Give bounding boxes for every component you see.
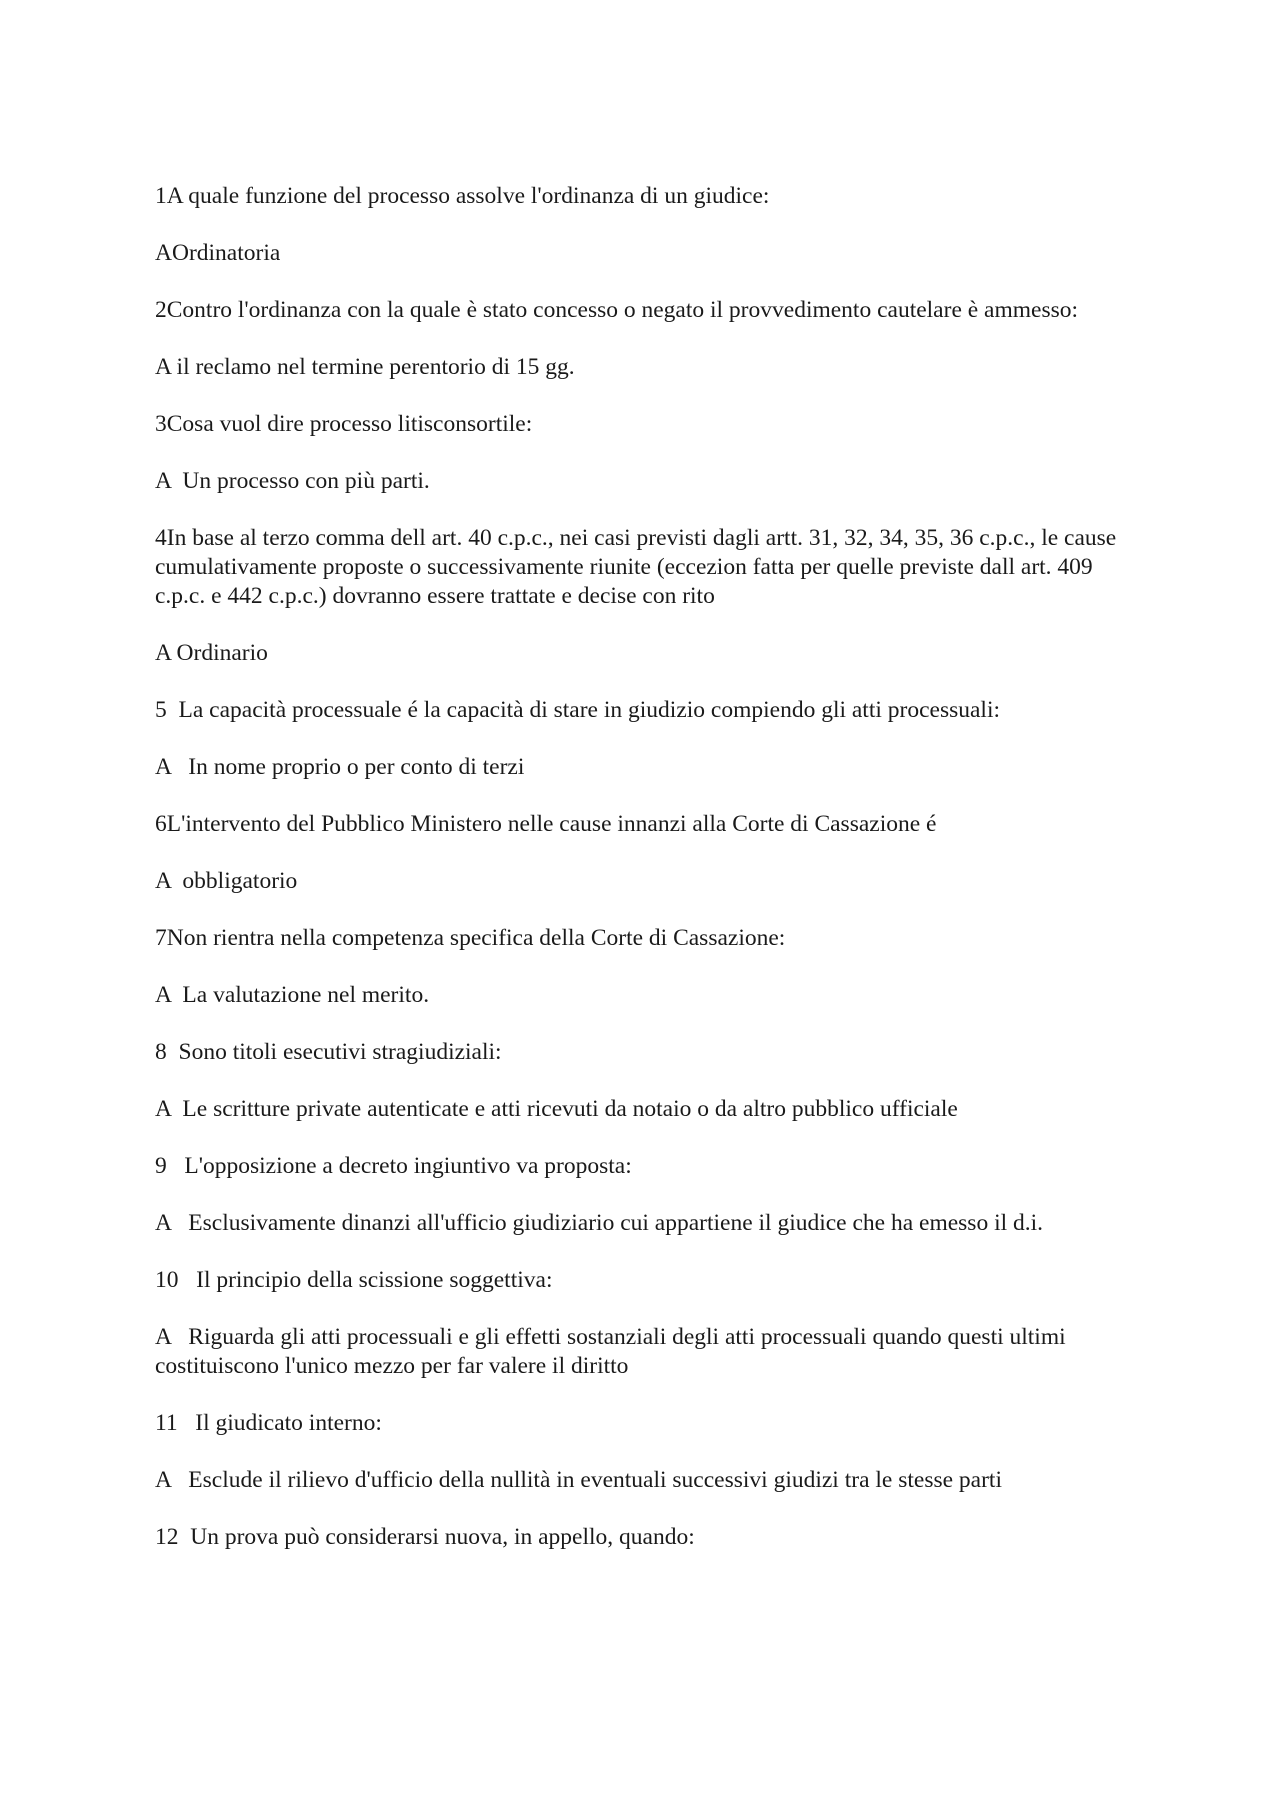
question-1: 1A quale funzione del processo assolve l'ordinanza di un giudice:	[155, 183, 770, 209]
answer-7: A La valutazione nel merito.	[155, 982, 430, 1008]
answer-10: A Riguarda gli atti processuali e gli effetti sostanziali degli atti processuali quando questi ultimi costituiscono l'unico mezzo per far valere il diritto	[155, 1324, 1072, 1379]
answer-3: A Un processo con più parti.	[155, 468, 430, 494]
question-4: 4In base al terzo comma dell art. 40 c.p.c., nei casi previsti dagli artt. 31, 32, 34, 35, 36 c.p.c., le cause cumulativamente proposte o successivamente riunite (eccezion fatta per quelle previste dall art. 409 c.p.c. e 442 c.p.c.) dovranno essere trattate e decise con rito	[155, 525, 1123, 609]
question-9: 9 L'opposizione a decreto ingiuntivo va proposta:	[155, 1153, 632, 1179]
answer-8: A Le scritture private autenticate e atti ricevuti da notaio o da altro pubblico ufficiale	[155, 1096, 958, 1122]
answer-9: A Esclusivamente dinanzi all'ufficio giudiziario cui appartiene il giudice che ha emesso il d.i.	[155, 1210, 1044, 1236]
question-answer-list	[155, 182, 1130, 1552]
question-10: 10 Il principio della scissione soggettiva:	[155, 1267, 553, 1293]
question-7: 7Non rientra nella competenza specifica della Corte di Cassazione:	[155, 925, 786, 951]
answer-5: A In nome proprio o per conto di terzi	[155, 754, 525, 780]
answer-11: A Esclude il rilievo d'ufficio della nullità in eventuali successivi giudizi tra le stesse parti	[155, 1467, 1002, 1493]
question-11: 11 Il giudicato interno:	[155, 1410, 382, 1436]
question-2: 2Contro l'ordinanza con la quale è stato concesso o negato il provvedimento cautelare è ammesso:	[155, 297, 1079, 323]
answer-4: A Ordinario	[155, 640, 268, 666]
question-6: 6L'intervento del Pubblico Ministero nelle cause innanzi alla Corte di Cassazione é	[155, 811, 937, 837]
question-5: 5 La capacità processuale é la capacità di stare in giudizio compiendo gli atti processuali:	[155, 697, 1001, 723]
answer-6: A obbligatorio	[155, 868, 298, 894]
question-8: 8 Sono titoli esecutivi stragiudiziali:	[155, 1039, 502, 1065]
answer-1: AOrdinatoria	[155, 240, 281, 266]
question-3: 3Cosa vuol dire processo litisconsortile:	[155, 411, 533, 437]
question-12: 12 Un prova può considerarsi nuova, in appello, quando:	[155, 1524, 695, 1550]
answer-2: A il reclamo nel termine perentorio di 15 gg.	[155, 354, 575, 380]
